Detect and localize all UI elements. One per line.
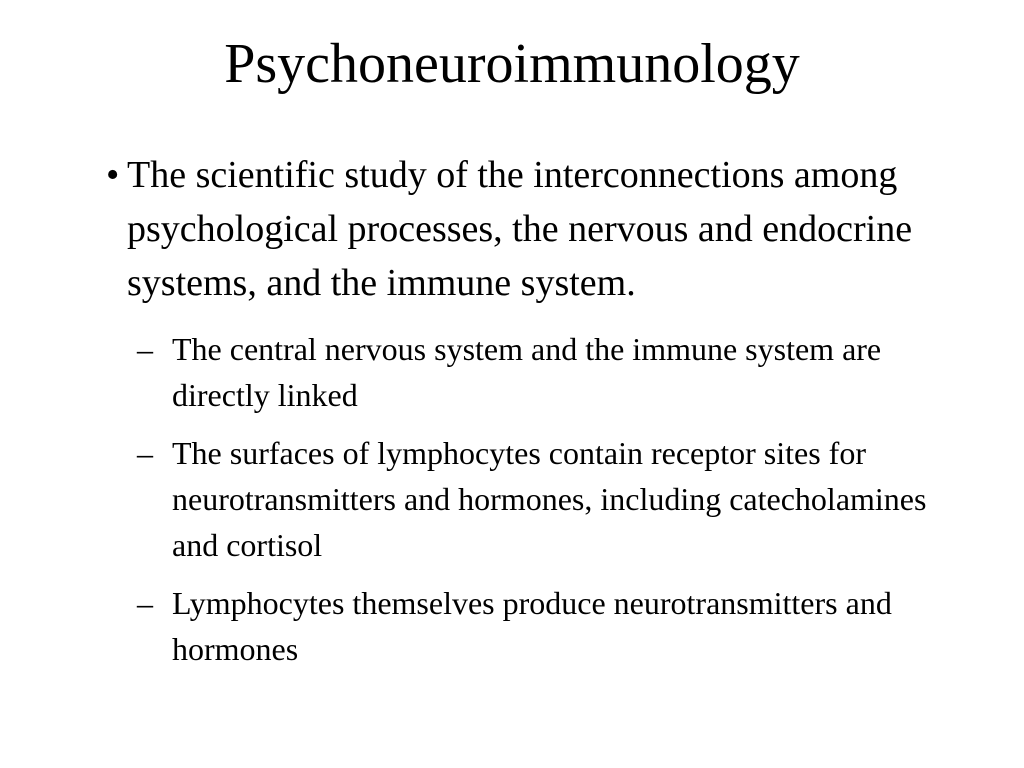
bullet-text: The scientific study of the interconnections among psychological processes, the nervous and endocrine systems, and the immune system. (127, 154, 913, 304)
sub-bullet-text: Lymphocytes themselves produce neurotransmitters and hormones (172, 585, 892, 667)
sub-bullet-text: The surfaces of lymphocytes contain receptor sites for neurotransmitters and hormones, including catecholamines and cortisol (172, 435, 927, 563)
sub-bullet-list (137, 326, 962, 672)
slide-title: Psychoneuroimmunology (224, 33, 800, 95)
slide-body (106, 148, 962, 684)
sub-bullet-item (137, 326, 962, 418)
bullet-marker: • (106, 154, 120, 196)
sub-bullet-item (137, 580, 962, 672)
bullet-item (106, 148, 962, 310)
dash-marker: – (137, 435, 153, 471)
dash-marker: – (137, 331, 153, 367)
dash-marker: – (137, 585, 153, 621)
sub-bullet-text: The central nervous system and the immune system are directly linked (172, 331, 882, 413)
sub-bullet-item (137, 430, 962, 568)
